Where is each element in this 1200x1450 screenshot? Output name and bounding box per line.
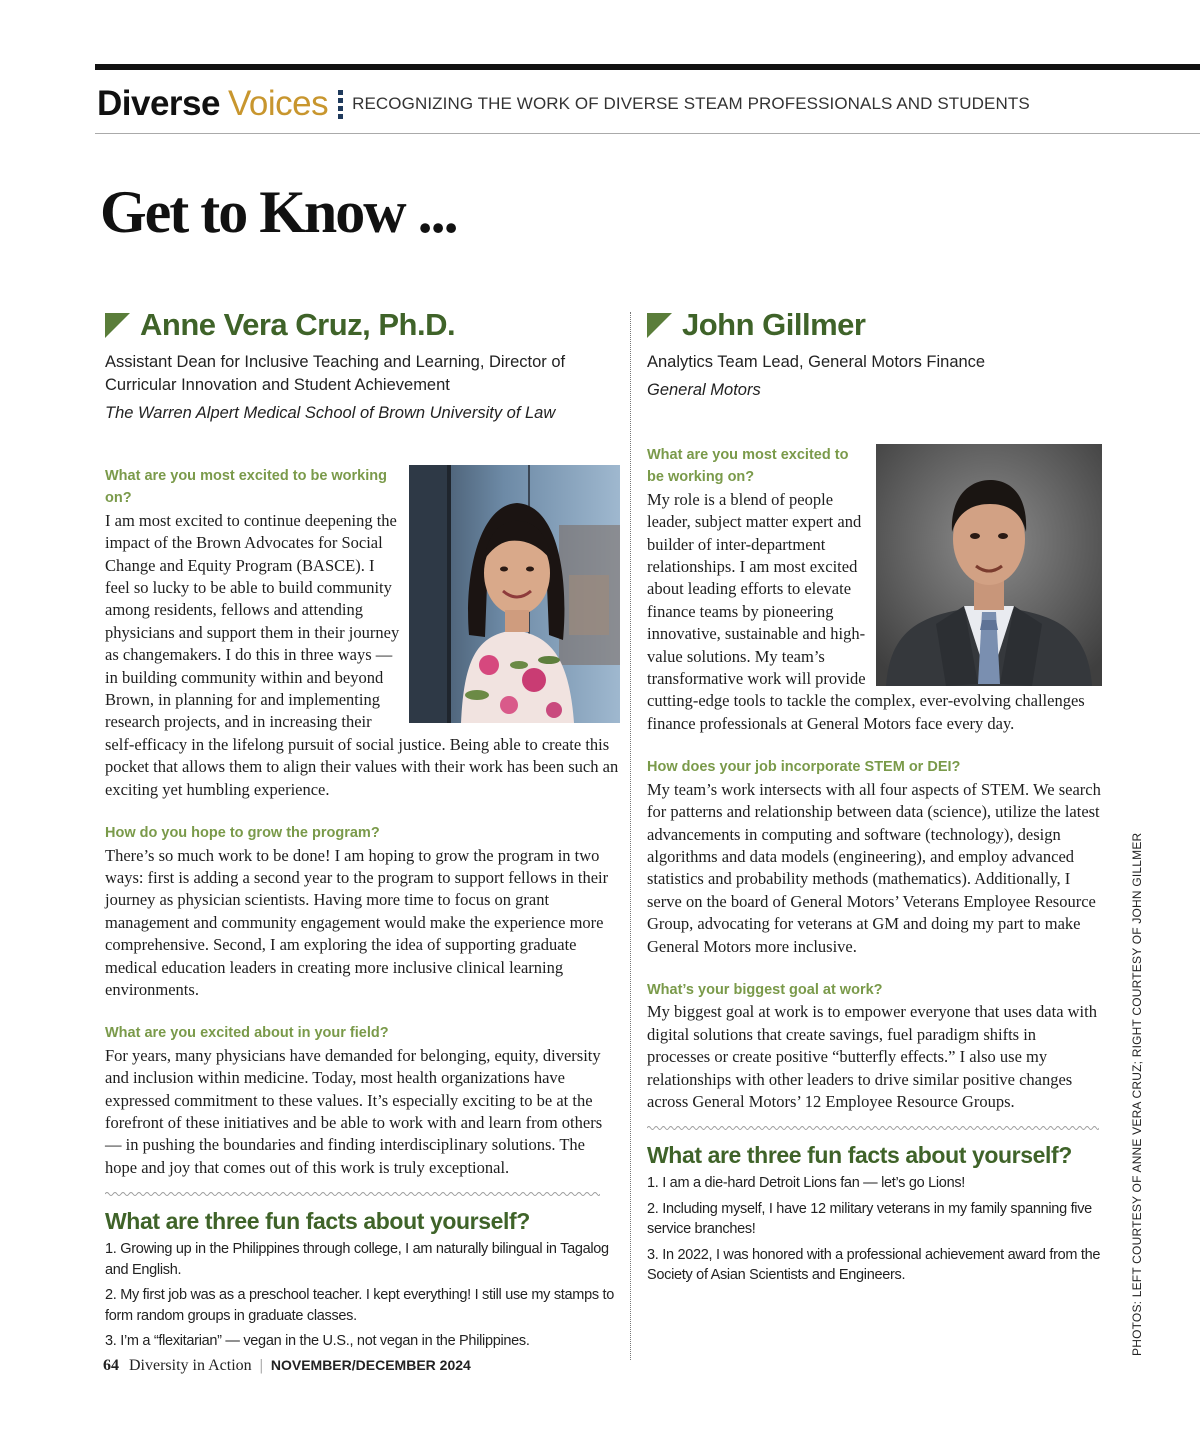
profile-role: Assistant Dean for Inclusive Teaching and Learning, Director of Curricular Innovation and Student Achievement	[105, 353, 566, 394]
qa-block	[647, 979, 1102, 1113]
fun-facts-heading: What are three fun facts about yourself?	[647, 1142, 1072, 1169]
answer: For years, many physicians have demanded for belonging, equity, diversity and inclusion within medicine. Today, most health organizations have expressed commitment to these values. It’s especially exciting to be at the forefront of these initiatives and be able to work with and learn from others — in pushing the boundaries and finding interdisciplinary solutions. The hope and joy that comes out of this work is truly exceptional.	[105, 1045, 603, 1177]
header-rule	[95, 133, 1200, 134]
fun-fact: 2. My first job was as a preschool teacher. I kept everything! I still use my stamps to form random groups in graduate classes.	[105, 1287, 615, 1324]
answer: I am most excited to continue deepening the impact of the Brown Advocates for Social Change and Equity Program (BASCE). I feel so lucky to be able to build community among residents, fellows and attending physicians and support them in their journey as changemakers. I do this in three ways — in building community within and beyond Brown, in planning for and implementing research projects, and in increasing their self-efficacy in the lifelong pursuit of social justice. Being able to create this pocket that allows them to align their values with their work has been such an exciting yet humbling experience.	[105, 510, 619, 799]
fun-fact: 3. I’m a “flexitarian” — vegan in the U.S., not vegan in the Philippines.	[105, 1333, 530, 1350]
issue-date: NOVEMBER/DECEMBER 2024	[270, 1357, 471, 1373]
profile-org: General Motors	[647, 381, 761, 399]
portrait-photo-anne	[409, 465, 620, 723]
question: What are you most excited to be working on?	[647, 447, 849, 486]
fun-facts-heading: What are three fun facts about yourself?	[105, 1208, 530, 1235]
answer: My biggest goal at work is to empower everyone that uses data with digital solutions that create savings, fuel paradigm shifts in processes or create positive “butterfly effects.” I also use my relationships with other leaders to drive similar positive changes across General Motors’ 12 Employee Resource Groups.	[647, 1002, 1097, 1111]
question: How does your job incorporate STEM or DEI?	[647, 759, 961, 776]
wavy-divider	[647, 1125, 1099, 1131]
question: How do you hope to grow the program?	[105, 825, 380, 842]
question: What are you most excited to be working on?	[105, 468, 387, 507]
brand-voices: Voices	[227, 84, 329, 123]
page-number: 64	[103, 1357, 119, 1374]
answer: My team’s work intersects with all four aspects of STEM. We search for patterns and relationship between data (science), utilize the latest advancements in computing and software (technology), design algorithms and data models (engineering), and employ advanced statistics and probability methods (mathematics). Additionally, I serve on the board of General Motors’ Veterans Employee Resource Group, advocating for veterans at GM and doing my part to make General Motors more inclusive.	[647, 779, 1101, 956]
page-footer	[103, 1357, 471, 1375]
fun-fact: 1. I am a die-hard Detroit Lions fan — let’s go Lions!	[647, 1175, 966, 1192]
wavy-divider	[105, 1191, 600, 1197]
profile-john	[647, 305, 1102, 1286]
photo-credit: PHOTOS: LEFT COURTESY OF ANNE VERA CRUZ; RIGHT COURTESY OF JOHN GILLMER	[1130, 832, 1144, 1356]
portrait-photo-john	[876, 444, 1102, 686]
publication-name: Diversity in Action	[129, 1357, 252, 1374]
qa-block	[105, 465, 620, 801]
triangle-marker-icon	[105, 313, 130, 338]
question: What are you excited about in your field?	[105, 1025, 389, 1042]
top-rule	[95, 64, 1200, 70]
section-header	[97, 82, 1030, 126]
fun-fact: 1. Growing up in the Philippines through college, I am naturally bilingual in Tagalog and English.	[105, 1241, 609, 1278]
question: What’s your biggest goal at work?	[647, 981, 883, 998]
profile-role: Analytics Team Lead, General Motors Finance	[647, 353, 986, 371]
qa-block	[647, 444, 1102, 735]
profile-org: The Warren Alpert Medical School of Brown University of Law	[105, 404, 556, 422]
fun-fact: 3. In 2022, I was honored with a professional achievement award from the Society of Asian Scientists and Engineers.	[647, 1246, 1101, 1284]
profile-anne	[105, 305, 620, 1352]
page-title: Get to Know ...	[100, 179, 457, 245]
qa-block	[105, 822, 620, 1001]
brand-diverse: Diverse	[97, 84, 220, 123]
profile-name: Anne Vera Cruz, Ph.D.	[105, 305, 620, 345]
qa-block	[647, 756, 1102, 958]
separator-dots-icon	[338, 90, 343, 119]
footer-separator: |	[259, 1357, 263, 1374]
triangle-marker-icon	[647, 313, 672, 338]
profile-name: John Gillmer	[647, 305, 1102, 345]
section-tagline: RECOGNIZING THE WORK OF DIVERSE STEAM PROFESSIONALS AND STUDENTS	[352, 94, 1030, 113]
answer: My role is a blend of people leader, subject matter expert and builder of inter-department relationships. I am most excited about leading efforts to elevate finance teams by pioneering innovative, sustainable and high-value solutions. My team’s transformative work will provide cutting-edge tools to tackle the complex, ever-evolving challenges finance professionals at General Motors face every day.	[647, 489, 1085, 733]
column-divider	[630, 312, 631, 1360]
answer: There’s so much work to be done! I am hoping to grow the program in two ways: first is adding a second year to the program to support fellows in their journey as physician scientists. Having more time to focus on grant management and community engagement would make the experience more comprehensive. Second, I am exploring the idea of supporting graduate medical education leaders in creating more inclusive clinical learning environments.	[105, 845, 609, 999]
qa-block	[105, 1022, 620, 1179]
fun-fact: 2. Including myself, I have 12 military veterans in my family spanning five service branches!	[647, 1200, 1092, 1238]
